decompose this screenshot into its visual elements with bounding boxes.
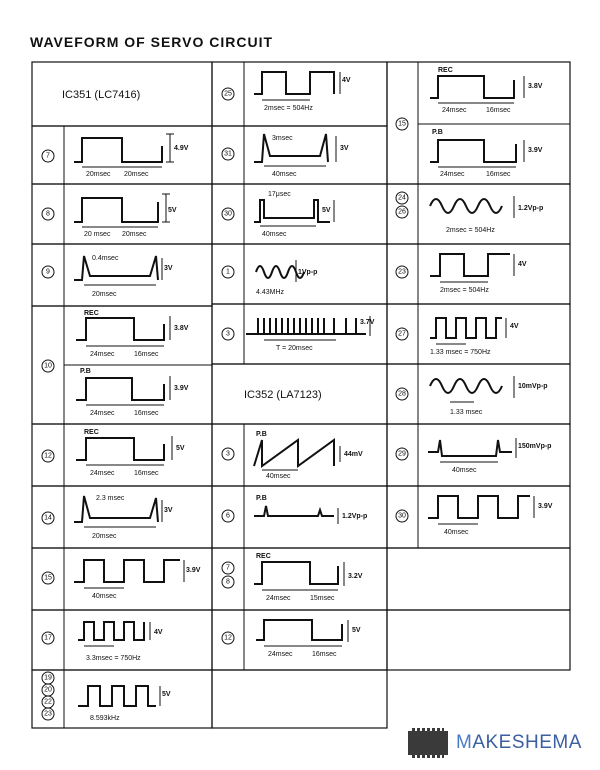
pin15-t: 40msec — [92, 593, 117, 600]
pin17-amp: 4V — [154, 629, 163, 636]
logo-text-first: M — [456, 732, 473, 753]
pin-number: 8 — [226, 578, 230, 586]
pin7-amp: 4.9V — [174, 145, 189, 152]
waveform-pin31 — [254, 134, 349, 178]
pin28-amp: 10mVp-p — [518, 383, 548, 390]
pin12-t2: 16msec — [134, 470, 159, 477]
waveform-pin10-pb — [76, 368, 189, 417]
waveform-pin29 — [428, 438, 551, 474]
waveform-pin30 — [254, 191, 334, 238]
pin7-8-amp: 3.2V — [348, 573, 363, 580]
pin7-8-t2: 15msec — [310, 595, 335, 602]
pin9-amp: 3V — [164, 265, 173, 272]
pin-number: 10 — [44, 362, 52, 370]
pin10-rec-t1: 24msec — [90, 351, 115, 358]
ic352-header: IC352 (LA7123) — [244, 389, 322, 401]
pin7-t1: 20msec — [86, 171, 111, 178]
pin-number: 7 — [46, 152, 50, 160]
col3-pin15-rec-t2: 16msec — [486, 107, 511, 114]
pin-number: 31 — [224, 150, 232, 158]
waveform-pin3a — [246, 316, 375, 352]
pin-number: 23 — [398, 268, 406, 276]
pin-number: 30 — [224, 210, 232, 218]
pin-number: 12 — [44, 452, 52, 460]
pin30-t: 40msec — [262, 231, 287, 238]
pin-number: 24 — [398, 194, 406, 202]
pin3b-t: 40msec — [266, 473, 291, 480]
waveform-pin27 — [430, 318, 519, 356]
pin12-amp: 5V — [176, 445, 185, 452]
pin-number: 1 — [226, 268, 230, 276]
col3-pin15-rec-amp: 3.8V — [528, 83, 543, 90]
pin15-amp: 3.9V — [186, 567, 201, 574]
waveform-pin10-rec — [76, 310, 189, 358]
pin3a-amp: 3.7V — [360, 319, 375, 326]
pin25-amp: 4V — [342, 77, 351, 84]
pin-number: 19 — [44, 674, 52, 682]
pin31-t: 40msec — [272, 171, 297, 178]
pin3a-t: T = 20msec — [276, 345, 313, 352]
pin-number: 26 — [398, 208, 406, 216]
waveform-pin23 — [430, 254, 527, 294]
col3-pin15-pb-t2: 16msec — [486, 171, 511, 178]
col3-pin15-pb-amp: 3.9V — [528, 147, 543, 154]
waveform-pin25 — [254, 72, 351, 112]
pin-number: 15 — [44, 574, 52, 582]
pin31-top: 3msec — [272, 135, 293, 142]
waveform-pin17 — [78, 622, 163, 662]
pin-number: 15 — [398, 120, 406, 128]
waveform-pin28 — [430, 376, 548, 416]
pin31-amp: 3V — [340, 145, 349, 152]
pin14-top: 2.3 msec — [96, 495, 125, 502]
pin23-t: 2msec = 504Hz — [440, 287, 489, 294]
pin23-amp: 4V — [518, 261, 527, 268]
pin10-rec-mode: REC — [84, 310, 99, 317]
pin10-rec-amp: 3.8V — [174, 325, 189, 332]
pin25-t: 2msec = 504Hz — [264, 105, 313, 112]
pin-number: 20 — [44, 686, 52, 694]
pin-number: 25 — [224, 90, 232, 98]
page-title: WAVEFORM OF SERVO CIRCUIT — [30, 34, 274, 50]
col3-pin15-rec-mode: REC — [438, 67, 453, 74]
pin14-t: 20msec — [92, 533, 117, 540]
pin8-t1: 20 msec — [84, 231, 111, 238]
logo-text-rest: AKESHEMA — [472, 732, 582, 753]
col2-pin12-t2: 16msec — [312, 651, 337, 658]
pin10-pb-t2: 16msec — [134, 410, 159, 417]
pin3b-amp: 44mV — [344, 451, 363, 458]
col3-pin15-pb-t1: 24msec — [440, 171, 465, 178]
pin8-t2: 20msec — [122, 231, 147, 238]
pin6-amp: 1.2Vp-p — [342, 513, 368, 520]
pin-markers — [42, 88, 408, 720]
waveform-pin19 — [78, 686, 171, 722]
pin9-t: 20msec — [92, 291, 117, 298]
pin24-amp: 1.2Vp-p — [518, 205, 544, 212]
col2-pin12-t1: 24msec — [268, 651, 293, 658]
pin1-amp: 1Vp-p — [298, 269, 318, 276]
pin7-8-mode: REC — [256, 553, 271, 560]
pin10-pb-t1: 24msec — [90, 410, 115, 417]
waveform-col3-pin15-rec — [430, 67, 543, 114]
col2-pin12-amp: 5V — [352, 627, 361, 634]
ic351-header: IC351 (LC7416) — [62, 89, 141, 101]
pin-number: 29 — [398, 450, 406, 458]
waveform-col2-pin12 — [256, 620, 361, 658]
pin17-t: 3.3msec = 750Hz — [86, 655, 141, 662]
waveform-pin7 — [74, 134, 189, 178]
pin-number: 28 — [398, 390, 406, 398]
pin30-amp: 5V — [322, 207, 331, 214]
pin30-top: 17μsec — [268, 191, 291, 198]
pin10-pb-amp: 3.9V — [174, 385, 189, 392]
logo-text — [456, 732, 582, 754]
pin3b-mode: P.B — [256, 431, 267, 438]
pin9-top: 0.4msec — [92, 255, 119, 262]
pin7-8-t1: 24msec — [266, 595, 291, 602]
waveform-pin8 — [74, 194, 177, 238]
pin28-t: 1.33 msec — [450, 409, 483, 416]
pin8-amp: 5V — [168, 207, 177, 214]
chip-icon — [408, 731, 448, 755]
pin27-amp: 4V — [510, 323, 519, 330]
col3-pin30-t: 40msec — [444, 529, 469, 536]
waveform-pin1 — [256, 260, 317, 296]
pin-number: 30 — [398, 512, 406, 520]
pin-number: 8 — [46, 210, 50, 218]
pin19-amp: 5V — [162, 691, 171, 698]
waveform-col3-pin30 — [428, 496, 553, 536]
col3-pin15-rec-t1: 24msec — [442, 107, 467, 114]
pin12-t1: 24msec — [90, 470, 115, 477]
waveform-pin14 — [74, 495, 173, 540]
waveform-pin3b — [254, 431, 363, 480]
pin29-amp: 150mVp-p — [518, 443, 552, 450]
col3-pin15-pb-mode: P.B — [432, 129, 443, 136]
pin10-rec-t2: 16msec — [134, 351, 159, 358]
pin6-mode: P.B — [256, 495, 267, 502]
pin27-t: 1.33 msec = 750Hz — [430, 349, 491, 356]
pin24-t: 2msec = 504Hz — [446, 227, 495, 234]
pin-number: 12 — [224, 634, 232, 642]
pin19-t: 8.593kHz — [90, 715, 120, 722]
pin10-pb-mode: P.B — [80, 368, 91, 375]
pin14-amp: 3V — [164, 507, 173, 514]
waveform-pin12 — [76, 429, 185, 477]
waveform-pin6 — [254, 495, 367, 524]
pin1-t: 4.43MHz — [256, 289, 285, 296]
waveform-col3-pin15-pb — [430, 129, 543, 178]
pin-number: 7 — [226, 564, 230, 572]
pin-number: 14 — [44, 514, 52, 522]
waveform-pin9 — [74, 255, 173, 298]
pin-number: 27 — [398, 330, 406, 338]
pin29-t: 40msec — [452, 467, 477, 474]
pin-number: 3 — [226, 450, 230, 458]
pin-number: 23 — [44, 710, 52, 718]
pin-number: 22 — [44, 698, 52, 706]
pin-number: 6 — [226, 512, 230, 520]
pin7-t2: 20msec — [124, 171, 149, 178]
pin-number: 3 — [226, 330, 230, 338]
waveform-pin7-8 — [254, 553, 363, 602]
makeshema-logo — [408, 728, 598, 758]
pin-number: 17 — [44, 634, 52, 642]
waveform-pin24 — [430, 196, 543, 234]
pin-number: 9 — [46, 268, 50, 276]
waveform-pin15 — [74, 560, 201, 600]
pin12-mode: REC — [84, 429, 99, 436]
col3-pin30-amp: 3.9V — [538, 503, 553, 510]
